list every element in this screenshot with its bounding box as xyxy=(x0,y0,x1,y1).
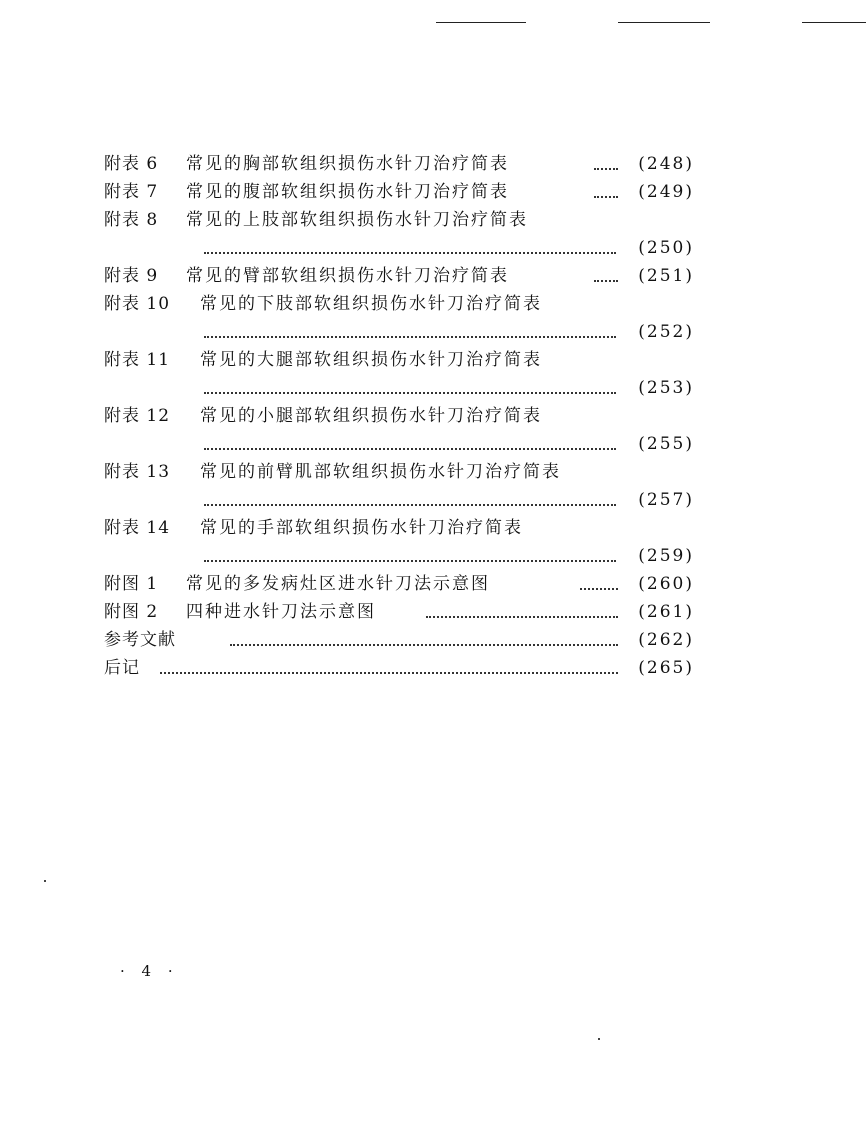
scan-speck xyxy=(598,1038,600,1040)
toc-entry-page: (260) xyxy=(638,574,694,594)
toc-entry-title: 常见的臂部软组织损伤水针刀治疗简表 xyxy=(186,266,509,286)
dot-leader xyxy=(204,392,616,394)
toc-entry-continuation xyxy=(104,234,694,262)
toc-entry-page: (259) xyxy=(638,546,694,566)
toc-entry-continuation xyxy=(104,486,694,514)
toc-entry-label: 附表 10 xyxy=(104,294,171,314)
toc-entry-title: 常见的上肢部软组织损伤水针刀治疗简表 xyxy=(186,210,528,230)
toc-entry-title: 常见的大腿部软组织损伤水针刀治疗简表 xyxy=(200,350,542,370)
toc-entry-page: (253) xyxy=(638,378,694,398)
toc-entry[interactable] xyxy=(104,402,694,430)
toc-entry-title: 常见的下肢部软组织损伤水针刀治疗简表 xyxy=(200,294,542,314)
toc-entry[interactable] xyxy=(104,178,694,206)
table-of-contents xyxy=(104,150,694,682)
toc-entry-continuation xyxy=(104,542,694,570)
toc-entry-label: 后记 xyxy=(104,658,140,678)
toc-entry-page: (261) xyxy=(638,602,694,622)
toc-entry-title: 常见的多发病灶区进水针刀法示意图 xyxy=(186,574,490,594)
toc-entry[interactable] xyxy=(104,150,694,178)
toc-entry-title: 四种进水针刀法示意图 xyxy=(186,602,376,622)
dot-leader xyxy=(580,588,618,590)
toc-entry-page: (249) xyxy=(638,182,694,202)
toc-entry-label: 附表 8 xyxy=(104,210,159,230)
toc-entry[interactable] xyxy=(104,570,694,598)
toc-entry[interactable] xyxy=(104,514,694,542)
toc-entry[interactable] xyxy=(104,262,694,290)
toc-entry-page: (248) xyxy=(638,154,694,174)
dot-leader xyxy=(426,616,618,618)
scan-speck xyxy=(44,880,46,882)
toc-entry[interactable] xyxy=(104,346,694,374)
toc-entry-label: 参考文献 xyxy=(104,630,176,650)
toc-entry-continuation xyxy=(104,374,694,402)
toc-entry[interactable] xyxy=(104,290,694,318)
dot-leader xyxy=(204,336,616,338)
toc-entry-title: 常见的小腿部软组织损伤水针刀治疗简表 xyxy=(200,406,542,426)
toc-entry-label: 附表 6 xyxy=(104,154,159,174)
top-rule-3 xyxy=(802,22,866,23)
toc-entry-page: (250) xyxy=(638,238,694,258)
toc-entry-page: (255) xyxy=(638,434,694,454)
dot-leader xyxy=(204,560,616,562)
toc-entry-title: 常见的胸部软组织损伤水针刀治疗简表 xyxy=(186,154,509,174)
dot-leader xyxy=(204,504,616,506)
toc-entry-label: 附图 2 xyxy=(104,602,159,622)
toc-entry[interactable] xyxy=(104,598,694,626)
toc-entry-title: 常见的前臂肌部软组织损伤水针刀治疗简表 xyxy=(200,462,561,482)
toc-entry-label: 附表 14 xyxy=(104,518,171,538)
toc-entry-page: (265) xyxy=(638,658,694,678)
toc-entry-title: 常见的腹部软组织损伤水针刀治疗简表 xyxy=(186,182,509,202)
toc-entry-label: 附表 13 xyxy=(104,462,171,482)
toc-entry-page: (251) xyxy=(638,266,694,286)
toc-entry-label: 附表 11 xyxy=(104,350,171,370)
toc-entry-label: 附表 7 xyxy=(104,182,159,202)
dot-leader xyxy=(594,280,618,282)
dot-leader xyxy=(204,252,616,254)
top-rule-1 xyxy=(436,22,526,23)
toc-entry-label: 附表 9 xyxy=(104,266,159,286)
dot-leader xyxy=(204,448,616,450)
top-rule-2 xyxy=(618,22,710,23)
dot-leader xyxy=(230,644,618,646)
toc-entry[interactable] xyxy=(104,206,694,234)
toc-entry-continuation xyxy=(104,430,694,458)
toc-entry-label: 附图 1 xyxy=(104,574,159,594)
dot-leader xyxy=(594,196,618,198)
toc-entry-label: 附表 12 xyxy=(104,406,171,426)
toc-entry-page: (257) xyxy=(638,490,694,510)
dot-leader xyxy=(160,672,618,674)
toc-entry[interactable] xyxy=(104,654,694,682)
page-number: · 4 · xyxy=(120,962,179,980)
toc-entry-continuation xyxy=(104,318,694,346)
toc-entry-title: 常见的手部软组织损伤水针刀治疗简表 xyxy=(200,518,523,538)
toc-entry-page: (262) xyxy=(638,630,694,650)
toc-entry[interactable] xyxy=(104,626,694,654)
dot-leader xyxy=(594,168,618,170)
toc-entry-page: (252) xyxy=(638,322,694,342)
toc-entry[interactable] xyxy=(104,458,694,486)
